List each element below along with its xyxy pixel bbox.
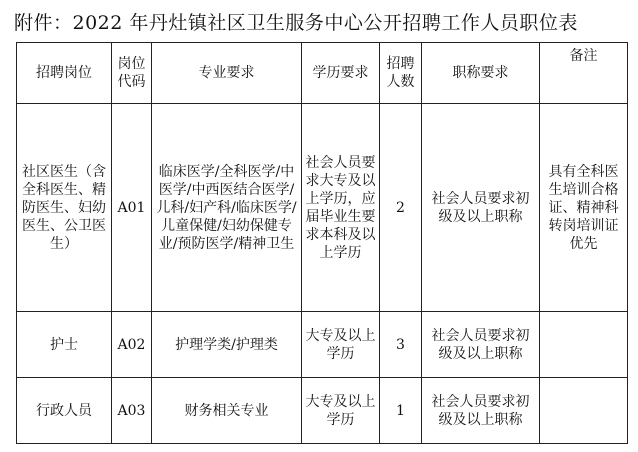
cell-title-requirement: 社会人员要求初级及以上职称	[422, 378, 540, 444]
cell-count: 1	[380, 378, 422, 444]
table-header-row	[17, 43, 628, 104]
cell-major: 护理学类/护理类	[152, 312, 302, 378]
job-positions-table	[16, 42, 628, 444]
header-note: 备注	[540, 43, 628, 104]
cell-note	[540, 312, 628, 378]
table-row	[17, 378, 628, 444]
cell-code: A03	[112, 378, 152, 444]
header-education: 学历要求	[302, 43, 380, 104]
cell-education: 大专及以上学历	[302, 312, 380, 378]
cell-major: 临床医学/全科医学/中医学/中西医结合医学/儿科/妇产科/临床医学/儿童保健/妇幼保健专业/预防医学/精神卫生	[152, 104, 302, 312]
cell-title-requirement: 社会人员要求初级及以上职称	[422, 104, 540, 312]
cell-title-requirement: 社会人员要求初级及以上职称	[422, 312, 540, 378]
page-title: 附件：2022 年丹灶镇社区卫生服务中心公开招聘工作人员职位表	[14, 12, 578, 34]
table-row	[17, 312, 628, 378]
cell-education: 大专及以上学历	[302, 378, 380, 444]
cell-position: 护士	[17, 312, 112, 378]
header-major: 专业要求	[152, 43, 302, 104]
cell-note: 具有全科医生培训合格证、精神科转岗培训证优先	[540, 104, 628, 312]
cell-count: 2	[380, 104, 422, 312]
cell-note	[540, 378, 628, 444]
header-count: 招聘人数	[380, 43, 422, 104]
header-position: 招聘岗位	[17, 43, 112, 104]
cell-code: A01	[112, 104, 152, 312]
cell-position: 社区医生（含全科医生、精防医生、妇幼医生、公卫医生）	[17, 104, 112, 312]
cell-position: 行政人员	[17, 378, 112, 444]
cell-education: 社会人员要求大专及以上学历，应届毕业生要求本科及以上学历	[302, 104, 380, 312]
table-row	[17, 104, 628, 312]
header-code: 岗位代码	[112, 43, 152, 104]
cell-major: 财务相关专业	[152, 378, 302, 444]
cell-code: A02	[112, 312, 152, 378]
header-title-requirement: 职称要求	[422, 43, 540, 104]
cell-count: 3	[380, 312, 422, 378]
